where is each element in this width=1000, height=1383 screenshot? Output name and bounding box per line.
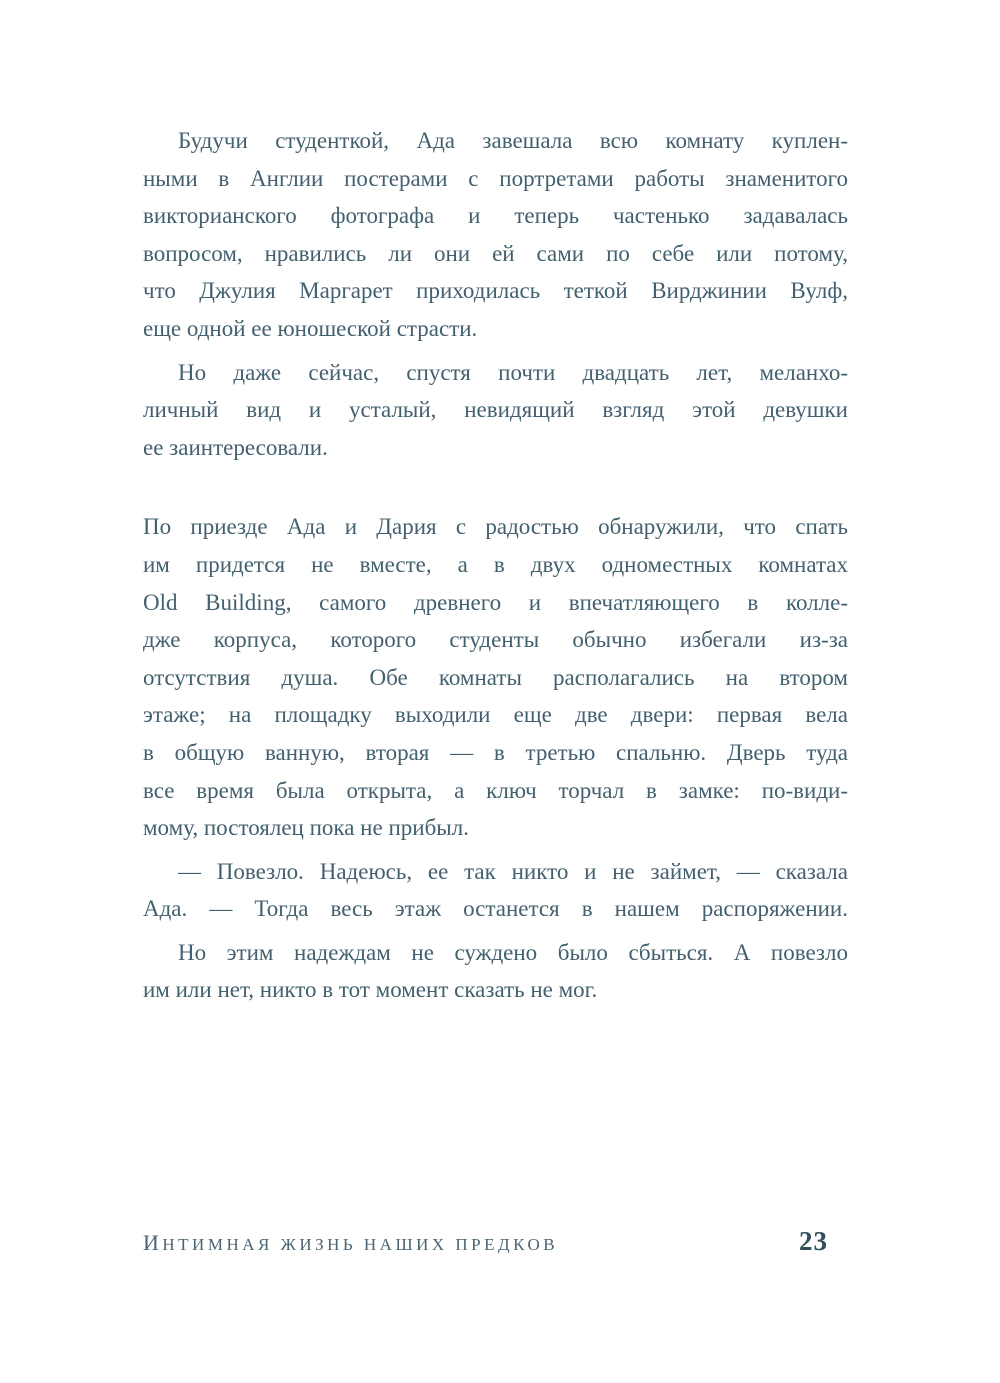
text-line: ными в Англии постерами с портретами работы знаменитого <box>143 165 848 191</box>
text-line: викторианского фотографа и теперь частенько задавалась <box>143 203 848 229</box>
paragraph <box>143 853 848 928</box>
paragraph <box>143 508 848 846</box>
text-line: все время была открыта, а ключ торчал в замке: по-види- <box>143 777 848 803</box>
text-line: — Повезло. Надеюсь, ее так никто и не займет, — сказала <box>178 858 848 884</box>
text-block <box>143 122 848 1009</box>
page-number: 23 <box>799 1226 828 1256</box>
text-line: Но даже сейчас, спустя почти двадцать лет, меланхо- <box>178 359 848 385</box>
paragraph <box>143 354 848 467</box>
text-line: Ада. — Тогда весь этаж останется в нашем распоряжении. <box>143 896 848 922</box>
running-title: ИНТИМНАЯ ЖИЗНЬ НАШИХ ПРЕДКОВ <box>143 1230 559 1255</box>
text-line: Но этим надеждам не суждено было сбыться. А повезло <box>178 939 848 965</box>
paragraph <box>143 122 848 348</box>
text-line: вопросом, нравились ли они ей сами по себе или потому, <box>143 240 848 266</box>
text-line: Old Building, самого древнего и впечатляющего в колле- <box>143 589 848 615</box>
text-line: в общую ванную, вторая — в третью спальню. Дверь туда <box>143 739 848 765</box>
text-line: что Джулия Маргарет приходилась теткой Вирджинии Вулф, <box>143 278 848 304</box>
page-footer <box>143 1226 848 1257</box>
text-line: ее заинтересовали. <box>143 434 328 460</box>
text-line: мому, постоялец пока не прибыл. <box>143 815 469 841</box>
text-line: Будучи студенткой, Ада завешала всю комнату куплен- <box>178 128 848 153</box>
text-line: им придется не вместе, а в двух одноместных комнатах <box>143 551 848 577</box>
text-line: дже корпуса, которого студенты обычно избегали из-за <box>143 627 848 653</box>
text-line: этаже; на площадку выходили еще две двери: первая вела <box>143 702 848 728</box>
paragraph <box>143 934 848 1009</box>
text-line: им или нет, никто в тот момент сказать не мог. <box>143 977 598 1003</box>
text-line: еще одной ее юношеской страсти. <box>143 315 478 341</box>
text-line: По приезде Ада и Дария с радостью обнаружили, что спать <box>143 514 848 540</box>
text-line: отсутствия душа. Обе комнаты располагались на втором <box>143 664 848 690</box>
text-line: личный вид и усталый, невидящий взгляд этой девушки <box>143 397 848 423</box>
